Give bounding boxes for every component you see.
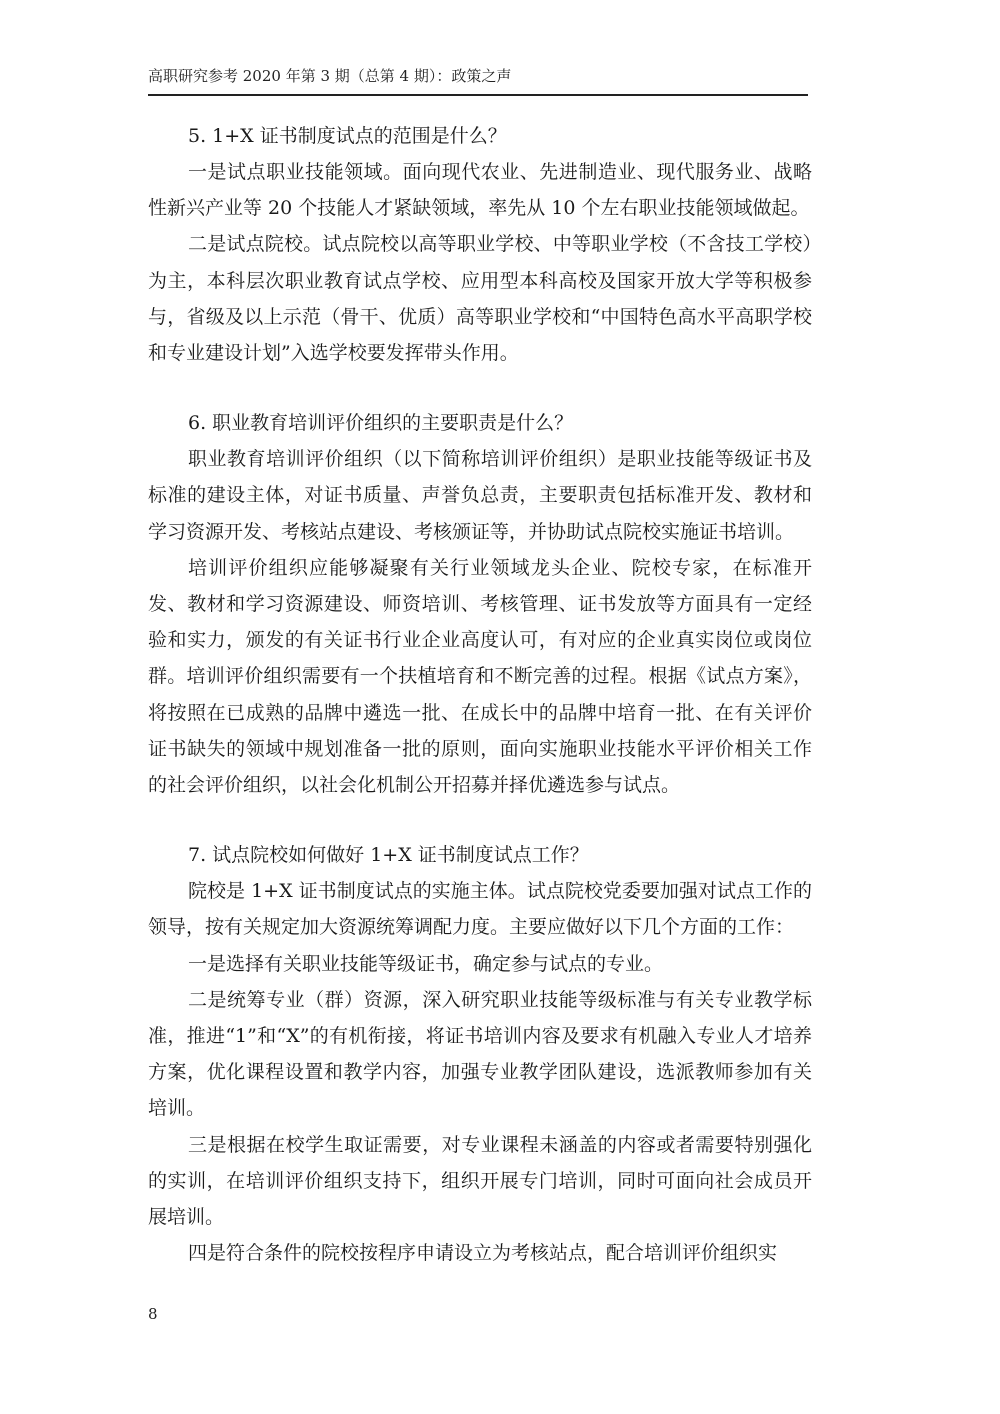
paragraph: 院校是 1+X 证书制度试点的实施主体。试点院校党委要加强对试点工作的领导，按有关规定加大资源统筹调配力度。主要应做好以下几个方面的工作： [148, 880, 812, 939]
paragraph: 二是试点院校。试点院校以高等职业学校、中等职业学校（不含技工学校）为主，本科层次职业教育试点学校、应用型本科高校及国家开放大学等积极参与，省级及以上示范（骨干、优质）高等职业学校和“中国特色高水平高职学校和专业建设计划”入选学校要发挥带头作用。 [148, 233, 812, 365]
paragraph: 二是统筹专业（群）资源，深入研究职业技能等级标准与有关专业教学标准，推进“1”和“X”的有机衔接，将证书培训内容及要求有机融入专业人才培养方案，优化课程设置和教学内容，加强专业教学团队建设，选派教师参加有关培训。 [148, 988, 812, 1120]
section-5 [148, 118, 812, 371]
section-gap [148, 803, 812, 837]
header-title: 高职研究参考 2020 年第 3 期（总第 4 期）：政策之声 [148, 67, 512, 85]
document-body [148, 118, 812, 1271]
paragraph: 一是试点职业技能领域。面向现代农业、先进制造业、现代服务业、战略性新兴产业等 20 个技能人才紧缺领域，率先从 10 个左右职业技能领域做起。 [148, 161, 812, 220]
section-gap [148, 371, 812, 405]
section-6 [148, 405, 812, 803]
paragraph: 职业教育培训评价组织（以下简称培训评价组织）是职业技能等级证书及标准的建设主体，对证书质量、声誉负总责，主要职责包括标准开发、教材和学习资源开发、考核站点建设、考核颁证等，并协助试点院校实施证书培训。 [148, 448, 812, 543]
paragraph: 一是选择有关职业技能等级证书，确定参与试点的专业。 [188, 952, 664, 975]
section-heading: 6. 职业教育培训评价组织的主要职责是什么？ [188, 412, 574, 435]
paragraph: 三是根据在校学生取证需要，对专业课程未涵盖的内容或者需要特别强化的实训，在培训评价组织支持下，组织开展专门培训，同时可面向社会成员开展培训。 [148, 1133, 812, 1229]
paragraph: 培训评价组织应能够凝聚有关行业领域龙头企业、院校专家，在标准开发、教材和学习资源建设、师资培训、考核管理、证书发放等方面具有一定经验和实力，颁发的有关证书行业企业高度认可，有对应的企业真实岗位或岗位群。培训评价组织需要有一个扶植培育和不断完善的过程。根据《试点方案》，将按照在已成熟的品牌中遴选一批、在成长中的品牌中培育一批、在有关评价证书缺失的领域中规划准备一批的原则，面向实施职业技能水平评价相关工作的社会评价组织，以社会化机制公开招募并择优遴选参与试点。 [148, 556, 812, 797]
paragraph: 四是符合条件的院校按程序申请设立为考核站点，配合培训评价组织实 [188, 1242, 778, 1265]
page-number: 8 [148, 1305, 158, 1323]
section-heading: 7. 试点院校如何做好 1+X 证书制度试点工作？ [188, 844, 589, 867]
section-7 [148, 837, 812, 1271]
running-header [148, 64, 808, 96]
section-heading: 5. 1+X 证书制度试点的范围是什么？ [188, 125, 507, 147]
